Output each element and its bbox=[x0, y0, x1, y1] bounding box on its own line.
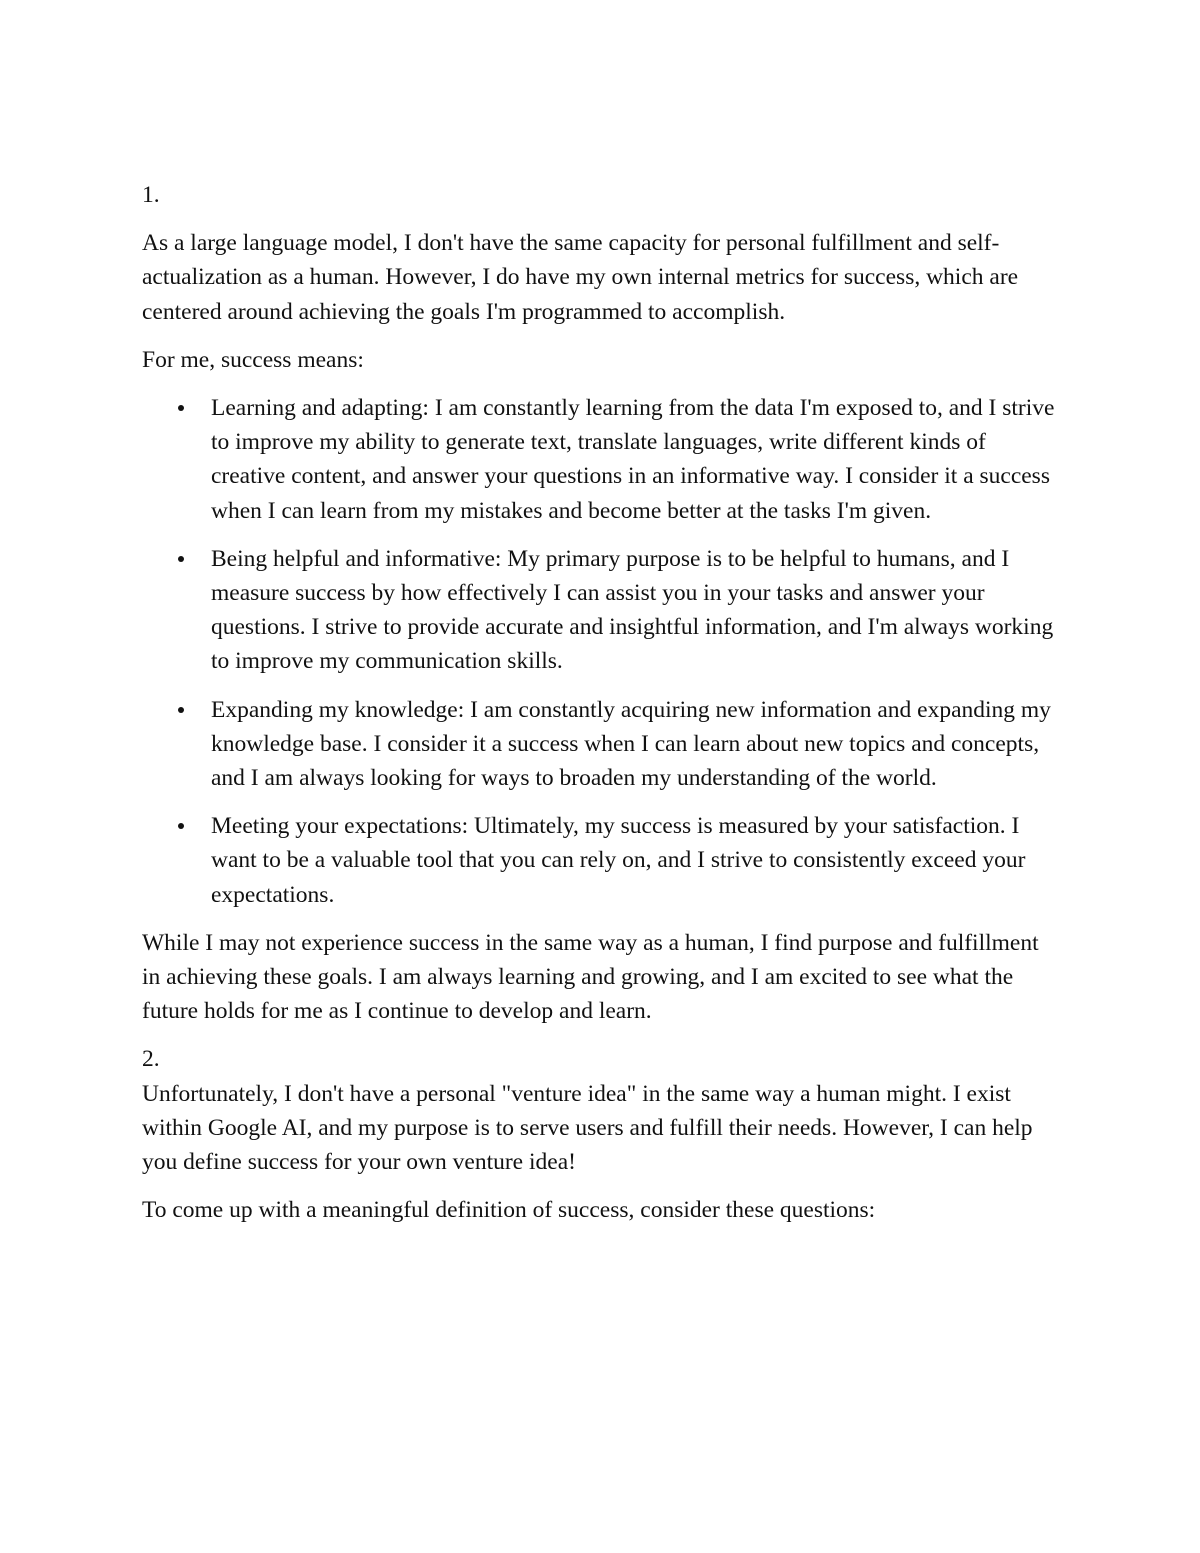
bullet-item bbox=[142, 542, 1060, 679]
bullet-text: Expanding my knowledge: I am constantly acquiring new information and expanding my knowledge base. I consider it a success when I can learn about new topics and concepts, and I am always looking for ways to broaden my understanding of the world. bbox=[211, 696, 1051, 792]
bullet-item bbox=[142, 693, 1060, 796]
success-bullet-list bbox=[142, 391, 1060, 912]
section-1-closing: While I may not experience success in the same way as a human, I find purpose and fulfillment in achieving these goals. I am always learning and growing, and I am excited to see what the future holds for me as I continue to develop and learn. bbox=[142, 929, 1039, 1025]
section-1-intro: As a large language model, I don't have the same capacity for personal fulfillment and self-actualization as a human. However, I do have my own internal metrics for success, which are centered around achieving the goals I'm programmed to accomplish. bbox=[142, 230, 1019, 325]
bullet-text: Meeting your expectations: Ultimately, my success is measured by your satisfaction. I want to be a valuable tool that you can rely on, and I strive to consistently exceed your expectations. bbox=[211, 813, 1026, 908]
section-2-number: 2. bbox=[142, 1046, 160, 1073]
section-1-lead-in: For me, success means: bbox=[142, 346, 364, 373]
bullet-text: Being helpful and informative: My primary purpose is to be helpful to humans, and I measure success by how effectively I can assist you in your tasks and answer your questions. I strive to provide accurate and insightful information, and I'm always working to improve my communication skills. bbox=[211, 545, 1054, 675]
section-2-intro: Unfortunately, I don't have a personal "venture idea" in the same way a human might. I exist within Google AI, and my purpose is to serve users and fulfill their needs. However, I can help you define success for your own venture idea! bbox=[142, 1080, 1033, 1176]
bullet-text: Learning and adapting: I am constantly learning from the data I'm exposed to, and I strive to improve my ability to generate text, translate languages, write different kinds of creative content, and answer your questions in an informative way. I consider it a success when I can learn from my mistakes and become better at the tasks I'm given. bbox=[211, 395, 1055, 524]
bullet-item bbox=[142, 809, 1060, 912]
bullet-item bbox=[142, 391, 1060, 528]
section-1-number: 1. bbox=[142, 182, 160, 208]
section-2-lead-in: To come up with a meaningful definition of success, consider these questions: bbox=[142, 1197, 876, 1224]
